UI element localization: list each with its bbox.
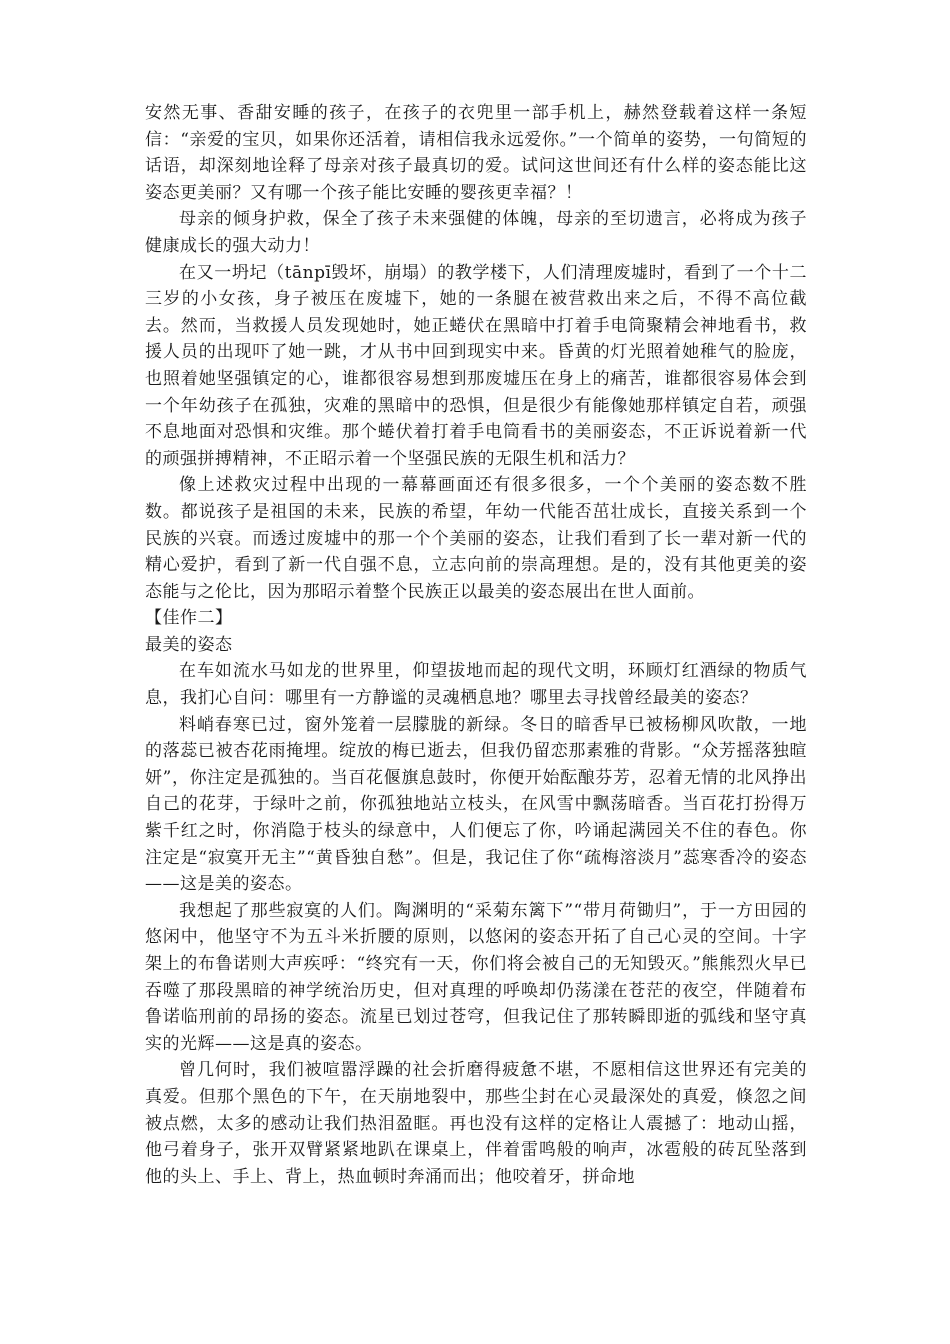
essay-title: 最美的姿态 [145,634,233,655]
document-page [145,100,807,1190]
essay-paragraph-intro: 在车如流水马如龙的世界里，仰望拔地而起的现代文明，环顾灯红酒绿的物质气息，我扪心自问：哪里有一方静谧的灵魂栖息地？哪里去寻找曾经最美的姿态？ [145,661,807,709]
paragraph-girl-reading: 在又一坍圮（tānpī毁坏，崩塌）的教学楼下，人们清理废墟时，看到了一个十二三岁的小女孩，身子被压在废墟下，她的一条腿在被营救出来之后，不得不高位截去。然而，当救援人员发现她时，她正蜷伏在黑暗中打着手电筒聚精会神地看书，救援人员的出现吓了她一跳，才从书中回到现实中来。昏黄的灯光照着她稚气的脸庞，也照着她坚强镇定的心，谁都很容易想到那废墟压在身上的痛苦，谁都很容易体会到一个年幼孩子在孤独，灾难的黑暗中的恐惧，但是很少有能像她那样镇定自若，顽强不息地面对恐惧和灾维。那个蜷伏着打着手电筒看书的美丽姿态，不正诉说着新一代的顽强拼搏精神，不正昭示着一个坚强民族的无限生机和活力？ [145,262,807,469]
essay-paragraph-lonely-people: 我想起了那些寂寞的人们。陶渊明的“采菊东篱下”“带月荷锄归”，于一方田园的悠闲中，他坚守不为五斗米折腰的原则，以悠闲的姿态开拓了自己心灵的空间。十字架上的布鲁诺则大声疾呼：“终究有一天，你们将会被自己的无知毁灭。”熊熊烈火早已吞噬了那段黑暗的神学统治历史，但对真理的呼唤却仍荡漾在苍茫的夜空，伴随着布鲁诺临刑前的昂扬的姿态。流星已划过苍穹，但我记住了那转瞬即逝的弧线和坚守真实的光辉——这是真的姿态。 [145,900,807,1054]
paragraph-mother-rescue: 母亲的倾身护救，保全了孩子未来强健的体魄，母亲的至切遗言，必将成为孩子健康成长的强大动力！ [145,209,807,256]
paragraph-conclusion: 像上述救灾过程中出现的一幕幕画面还有很多很多，一个个美丽的姿态数不胜数。都说孩子是祖国的未来，民族的希望，年幼一代能否茁壮成长，直接关系到一个民族的兴衰。而透过废墟中的那一个个美丽的姿态，让我们看到了长一辈对新一代的精心爱护，看到了新一代自强不息，立志向前的崇高理想。是的，没有其他更美的姿态能与之伦比，因为那昭示着整个民族正以最美的姿态展出在世人面前。 [145,475,807,602]
section-heading: 【佳作二】 [145,608,233,629]
essay-paragraph-plum: 料峭春寒已过，窗外笼着一层朦胧的新绿。冬日的暗香早已被杨柳风吹散，一地的落蕊已被杏花雨掩埋。绽放的梅已逝去，但我仍留恋那素雅的背影。“众芳摇落独暄妍”，你注定是孤独的。当百花偃旗息鼓时，你便开始酝酿芬芳，忍着无情的北风挣出自己的花芽，于绿叶之前，你孤独地站立枝头，在风雪中飘荡暗香。当百花打扮得万紫千红之时，你消隐于枝头的绿意中，人们便忘了你，吟诵起满园关不住的春色。你注定是“寂寞开无主”“黄昏独自愁”。但是，我记住了你“疏梅溶淡月”蕊寒香冷的姿态——这是美的姿态。 [145,714,807,895]
essay-paragraph-earthquake: 曾几何时，我们被喧嚣浮躁的社会折磨得疲惫不堪，不愿相信这世界还有完美的真爱。但那个黑色的下午，在天崩地裂中，那些尘封在心灵最深处的真爱，倏忽之间被点燃，太多的感动让我们热泪盈眶。再也没有这样的定格让人震撼了：地动山摇，他弓着身子，张开双臂紧紧地趴在课桌上，伴着雷鸣般的响声，冰雹般的砖瓦坠落到他的头上、手上、背上，热血顿时奔涌而出；他咬着牙，拼命地 [145,1060,807,1187]
paragraph-continuation: 安然无事、香甜安睡的孩子，在孩子的衣兜里一部手机上，赫然登载着这样一条短信：“亲爱的宝贝，如果你还活着，请相信我永远爱你。”一个简单的姿势，一句简短的话语，却深刻地诠释了母亲对孩子最真切的爱。试问这世间还有什么样的姿态能比这姿态更美丽？又有哪一个孩子能比安睡的婴孩更幸福？！ [145,103,807,203]
